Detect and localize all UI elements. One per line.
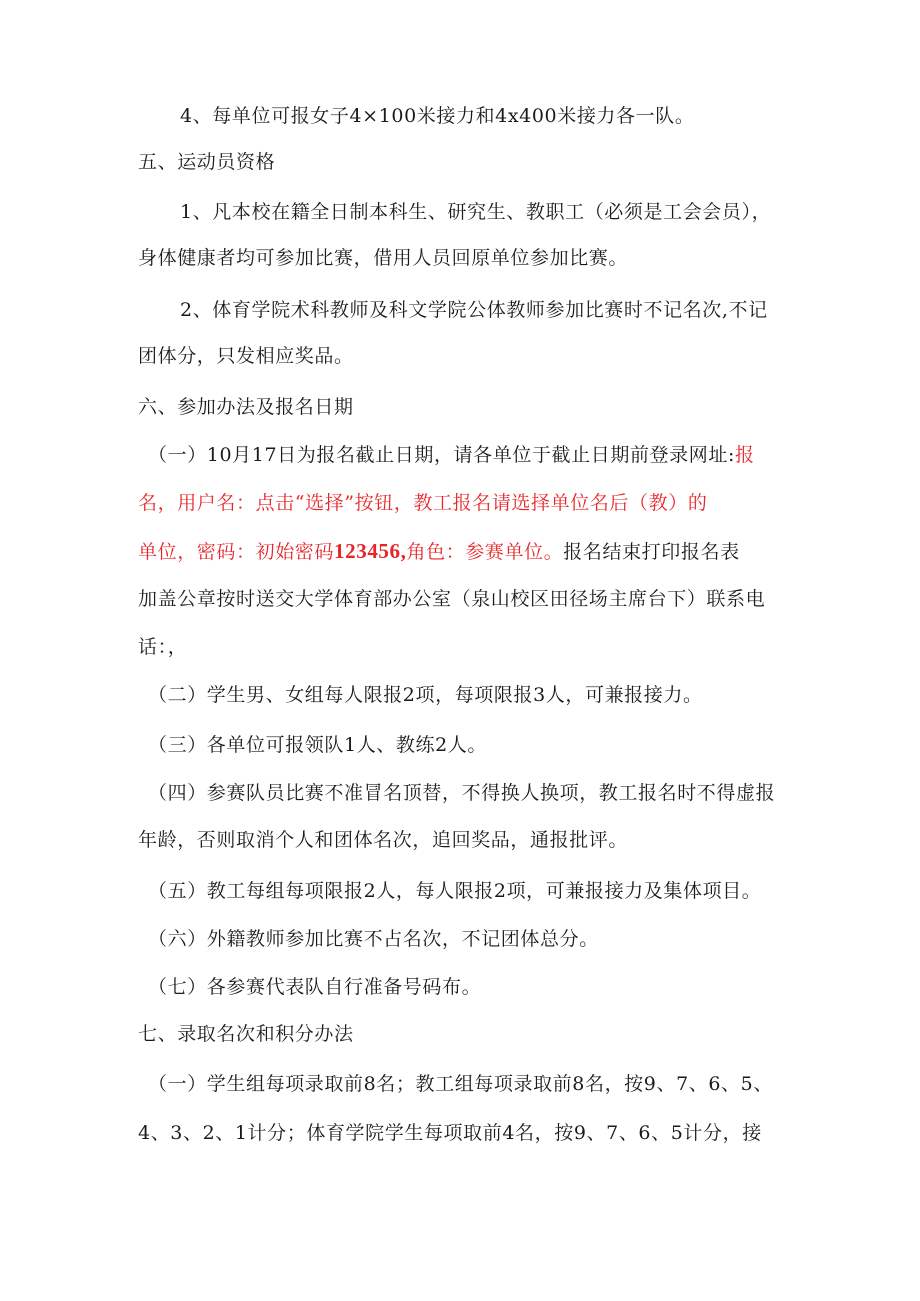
eligibility-item-2-cont: 团体分，只发相应奖品。 (138, 345, 354, 367)
rule-4-cont: 年龄，否则取消个人和团体名次，追回奖品，通报批评。 (138, 829, 629, 851)
rule-3: （三）各单位可报领队1人、教练2人。 (148, 734, 487, 756)
rule-6: （六）外籍教师参加比赛不占名次，不记团体总分。 (148, 928, 599, 950)
registration-deadline-text: （一）10月17日为报名截止日期，请各单位于截止日期前登录网址: (148, 444, 735, 466)
section-7-heading: 七、录取名次和积分办法 (138, 1023, 354, 1045)
role-text: 角色：参赛单位。 (406, 541, 564, 563)
scoring-rule-1-cont: 4、3、2、1计分；体育学院学生每项取前4名，按9、7、6、5计分，接 (138, 1122, 762, 1144)
registration-line-1 (148, 442, 808, 468)
registration-line-2: 名，用户名：点击“选择”按钮，教工报名请选择单位名后（教）的 (138, 492, 708, 514)
password-label: 单位，密码：初始密码 (138, 541, 335, 563)
eligibility-item-1: 1、凡本校在籍全日制本科生、研究生、教职工（必须是工会会员）， (180, 201, 772, 223)
scoring-rule-1: （一）学生组每项录取前8名；教工组每项录取前8名，按9、7、6、5、 (148, 1073, 773, 1095)
registration-line-4: 加盖公章按时送交大学体育部办公室（泉山校区田径场主席台下）联系电 (138, 588, 766, 610)
relay-item-4: 4、每单位可报女子4×100米接力和4x400米接力各一队。 (180, 105, 695, 127)
eligibility-item-1-cont: 身体健康者均可参加比赛，借用人员回原单位参加比赛。 (138, 247, 629, 269)
registration-red-text: 报 (734, 444, 755, 466)
rule-7: （七）各参赛代表队自行准备号码布。 (148, 976, 482, 998)
initial-password: 123456, (334, 539, 407, 563)
rule-2: （二）学生男、女组每人限报2项，每项限报3人，可兼报接力。 (148, 684, 703, 706)
registration-line-5: 话：， (138, 636, 188, 658)
registration-line-3 (138, 538, 798, 565)
rule-5: （五）教工每组每项限报2人，每人限报2项，可兼报接力及集体项目。 (148, 880, 762, 902)
section-6-heading: 六、参加办法及报名日期 (138, 396, 354, 418)
eligibility-item-2: 2、体育学院术科教师及科文学院公体教师参加比赛时不记名次,不记 (180, 299, 768, 321)
section-5-heading: 五、运动员资格 (138, 151, 276, 173)
print-form-text: 报名结束打印报名表 (563, 541, 740, 563)
rule-4: （四）参赛队员比赛不准冒名顶替，不得换人换项，教工报名时不得虚报 (148, 782, 776, 804)
